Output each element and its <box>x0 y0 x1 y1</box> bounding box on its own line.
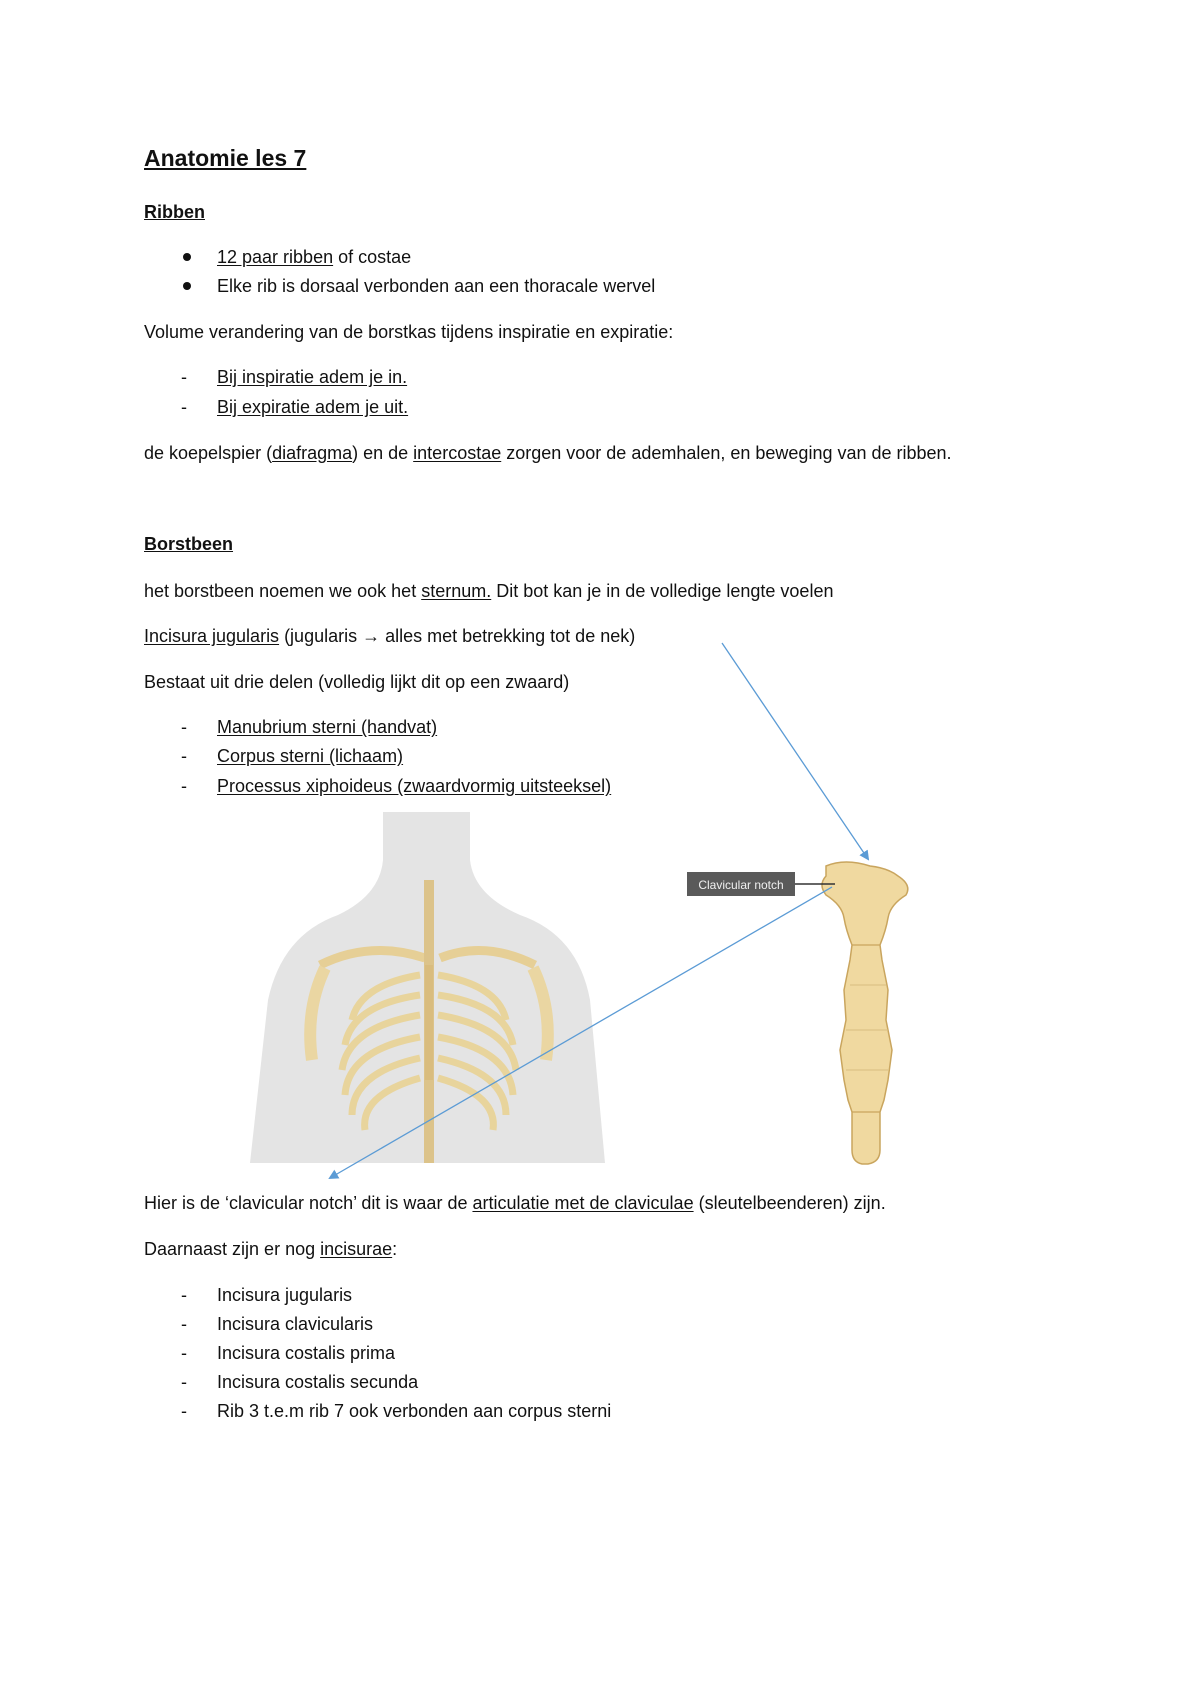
list-item: Bij expiratie adem je uit. <box>217 397 409 417</box>
sternum-illustration <box>822 862 908 1164</box>
dash-icon: - <box>181 1285 187 1305</box>
volume-intro: Volume verandering van de borstkas tijdens inspiratie en expiratie: <box>144 322 674 342</box>
text-span: de koepelspier ( <box>144 443 273 463</box>
section-heading-ribben: Ribben <box>144 202 205 222</box>
list-item: Incisura jugularis <box>217 1285 353 1305</box>
list-item: Incisura costalis prima <box>217 1343 396 1363</box>
dash-icon: - <box>181 367 187 387</box>
text-span: Hier is de ‘clavicular notch’ dit is waar de <box>144 1193 473 1213</box>
text-span: het borstbeen noemen we ook het <box>144 581 422 601</box>
term-incisurae: incisurae <box>320 1239 393 1259</box>
list-item: Incisura costalis secunda <box>217 1372 419 1392</box>
text-span: Daarnaast zijn er nog <box>144 1239 321 1259</box>
page-title: Anatomie les 7 <box>144 145 307 171</box>
term-incisura-jugularis: Incisura jugularis <box>144 626 280 646</box>
dash-icon: - <box>181 746 187 766</box>
text-span: ) en de <box>352 443 414 463</box>
list-item-text: Elke rib is dorsaal verbonden aan een thoracale wervel <box>217 276 656 296</box>
term-diafragma: diafragma <box>272 443 353 463</box>
text-span: (sleutelbeenderen) zijn. <box>693 1193 886 1213</box>
list-item-text: of costae <box>333 247 412 267</box>
text-span: zorgen voor de ademhalen, en beweging van de ribben. <box>501 443 952 463</box>
list-item: Bij inspiratie adem je in. <box>217 367 408 387</box>
paragraph-drie-delen: Bestaat uit drie delen (volledig lijkt dit op een zwaard) <box>144 672 570 692</box>
right-arrow-icon: → <box>362 626 381 646</box>
dash-icon: - <box>181 717 187 737</box>
list-item-underlined: 12 paar ribben <box>217 247 334 267</box>
text-span: (jugularis <box>279 626 363 646</box>
text-span: Dit bot kan je in de volledige lengte voelen <box>491 581 834 601</box>
figure-label: Clavicular notch <box>698 878 784 892</box>
list-item: Corpus sterni (lichaam) <box>217 746 404 766</box>
dash-icon: - <box>181 1343 187 1363</box>
arrow-jugularis <box>722 643 868 859</box>
dash-icon: - <box>181 1372 187 1392</box>
paragraph-incisurae <box>144 1238 397 1260</box>
dash-icon: - <box>181 776 187 796</box>
term-intercostae: intercostae <box>413 443 502 463</box>
text-span: alles met betrekking tot de nek) <box>380 626 636 646</box>
dash-icon: - <box>181 1401 187 1421</box>
dash-icon: - <box>181 1314 187 1334</box>
list-item: Incisura clavicularis <box>217 1314 374 1334</box>
list-item: Processus xiphoideus (zwaardvormig uitsteeksel) <box>217 776 612 796</box>
clavicular-notch-label <box>687 872 835 896</box>
section-heading-borstbeen: Borstbeen <box>144 534 234 554</box>
paragraph-clavicular-notch <box>144 1192 886 1214</box>
dash-icon: - <box>181 397 187 417</box>
text-span: : <box>392 1239 398 1259</box>
list-item: Manubrium sterni (handvat) <box>217 717 438 737</box>
list-item: Rib 3 t.e.m rib 7 ook verbonden aan corpus sterni <box>217 1401 612 1421</box>
term-articulatie: articulatie met de claviculae <box>472 1193 694 1213</box>
term-sternum: sternum. <box>421 581 492 601</box>
